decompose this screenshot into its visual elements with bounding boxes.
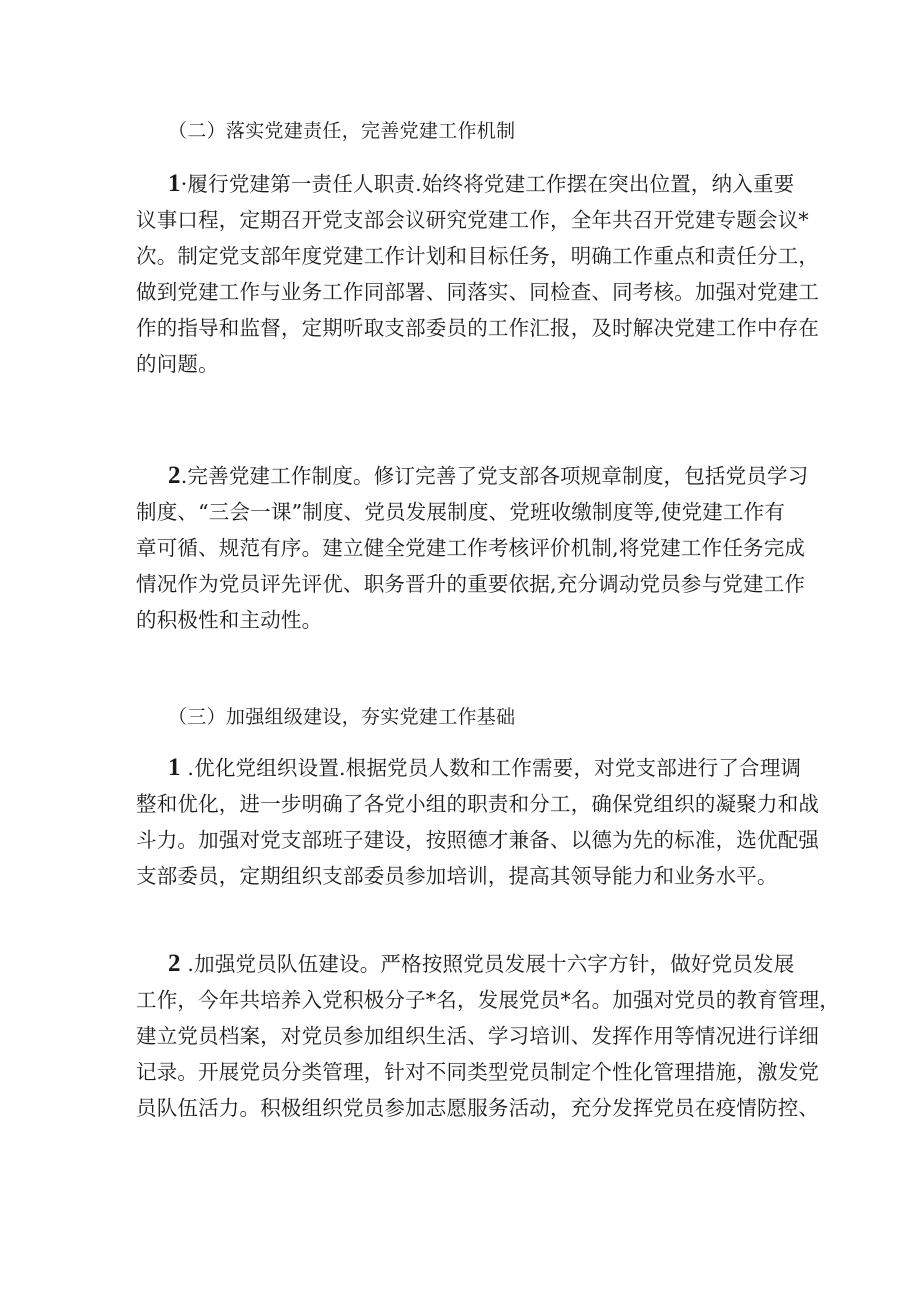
paragraph-line: 2 .加强党员队伍建设。严格按照党员发展十六字方针，做好党员发展: [168, 950, 795, 977]
item-number: 1: [168, 754, 181, 781]
paragraph-line: 的积极性和主动性。: [136, 608, 323, 632]
item-number: 2: [168, 462, 181, 489]
item-number: 2: [168, 950, 181, 977]
item-number: 1: [168, 170, 181, 197]
paragraph-line: 的问题。: [136, 352, 219, 376]
paragraph-line: 1 .优化党组织设置.根据党员人数和工作需要，对党支部进行了合理调: [168, 754, 802, 781]
paragraph-line: 支部委员，定期组织支部委员参加培训，提高其领导能力和业务水平。: [136, 864, 778, 888]
section-three-item-1: [136, 750, 820, 894]
paragraph-line: 1·履行党建第一责任人职责.始终将党建工作摆在突出位置，纳入重要: [168, 170, 795, 197]
section-two-item-2: [136, 458, 809, 638]
paragraph-line: 作的指导和监督，定期听取支部委员的工作汇报，及时解决党建工作中存在: [136, 316, 820, 340]
paragraph-line: 议事口程，定期召开党支部会议研究党建工作，全年共召开党建专题会议*: [136, 208, 809, 232]
section-three-item-2: [136, 946, 840, 1126]
section-two-heading: （二）落实党建责任，完善党建工作机制: [168, 120, 516, 142]
section-three-heading: （三）加强组级建设，夯实党建工作基础: [168, 706, 516, 728]
paragraph-line: 员队伍活力。积极组织党员参加志愿服务活动，充分发挥党员在疫情防控、: [136, 1096, 820, 1120]
paragraph-line: 制度、“三会一课”制度、党员发展制度、党班收缴制度等,使党建工作有: [136, 500, 786, 524]
paragraph-line: 整和优化，进一步明确了各党小组的职责和分工，确保党组织的凝聚力和战: [136, 792, 820, 816]
paragraph-line: 次。制定党支部年度党建工作计划和目标任务，明确工作重点和责任分工，: [136, 244, 820, 268]
paragraph-line: 记录。开展党员分类管理，针对不同类型党员制定个性化管理措施，激发党: [136, 1060, 820, 1084]
paragraph-line: 2.完善党建工作制度。修订完善了党支部各项规章制度，包括党员学习: [168, 462, 809, 489]
section-two-item-1: [136, 166, 820, 382]
paragraph-line: 情况作为党员评先评优、职务晋升的重要依据,充分调动党员参与党建工作: [136, 572, 806, 596]
paragraph-line: 工作，今年共培养入党积极分子*名，发展党员*名。加强对党员的教育管理，: [136, 988, 840, 1012]
paragraph-line: 斗力。加强对党支部班子建设，按照德才兼备、以德为先的标准，选优配强: [136, 828, 820, 852]
paragraph-line: 章可循、规范有序。建立健全党建工作考核评价机制,将党建工作任务完成: [136, 536, 806, 560]
paragraph-line: 做到党建工作与业务工作同部署、同落实、同检查、同考核。加强对党建工: [136, 280, 820, 304]
paragraph-line: 建立党员档案，对党员参加组织生活、学习培训、发挥作用等情况进行详细: [136, 1024, 820, 1048]
